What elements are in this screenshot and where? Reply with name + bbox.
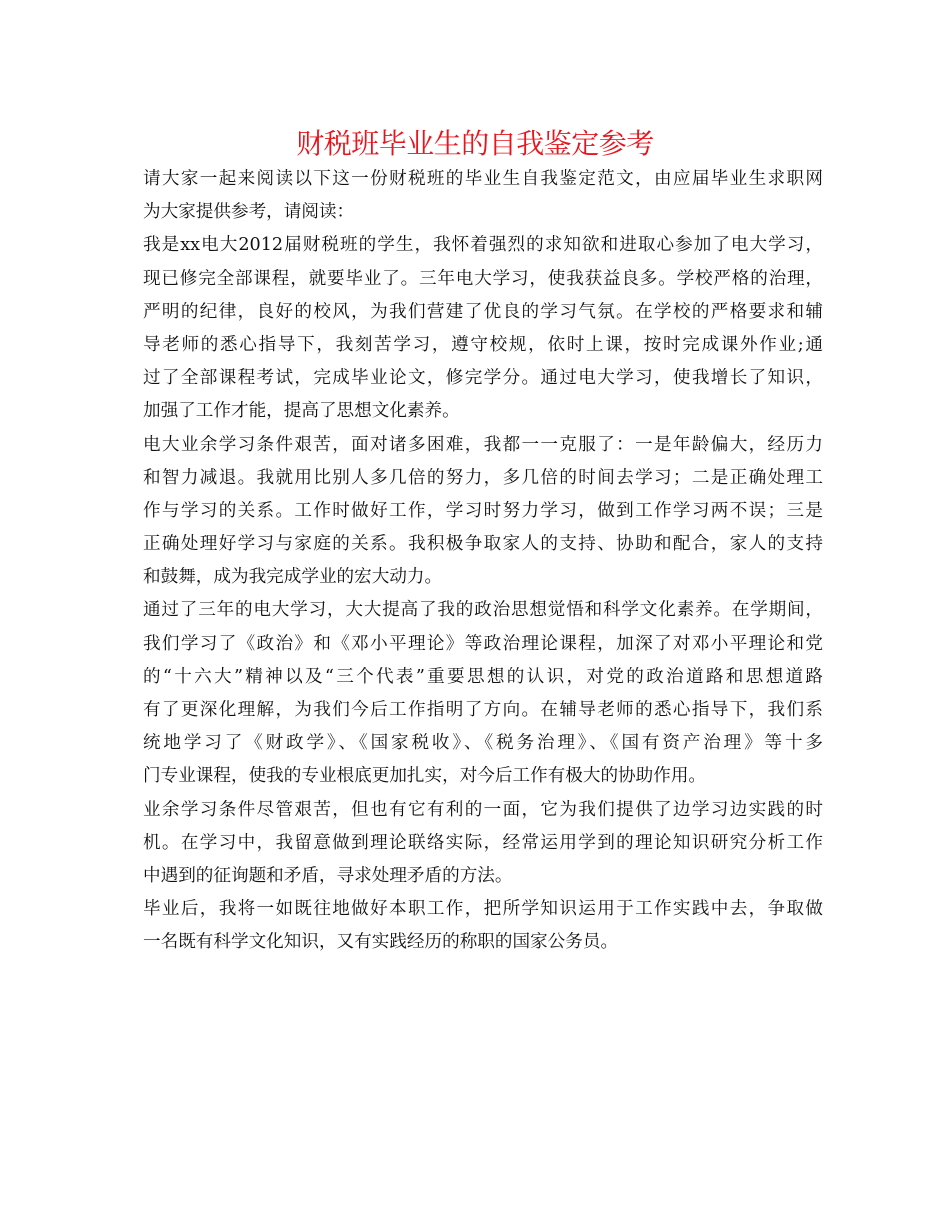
paragraph-line: 正确处理好学习与家庭的关系。我积极争取家人的支持、协助和配合，家人的支持 [143,534,823,555]
paragraph-line: 请大家一起来阅读以下这一份财税班的毕业生自我鉴定范文，由应届毕业生求职网 [143,169,823,189]
paragraph-line: 统地学习了《财政学》、《国家税收》、《税务治理》、《国有资产治理》等十多 [143,733,823,754]
paragraph-line: 和鼓舞，成为我完成学业的宏大动力。 [143,567,443,588]
paragraph-line: 机。在学习中，我留意做到理论联络实际，经常运用学到的理论知识研究分析工作 [143,832,823,853]
paragraph-line: 作与学习的关系。工作时做好工作，学习时努力学习，做到工作学习两不误；三是 [143,500,823,521]
document-body [143,163,823,960]
paragraph-line: 毕业后，我将一如既往地做好本职工作，把所学知识运用于工作实践中去，争取做 [143,899,823,920]
paragraph-line: 导老师的悉心指导下，我刻苦学习，遵守校规，依时上课，按时完成课外作业;通 [143,334,823,355]
paragraph-line: 为大家提供参考，请阅读： [143,202,355,223]
paragraph-line: 门专业课程，使我的专业根底更加扎实，对今后工作有极大的协助作用。 [143,766,707,787]
body-paragraph [143,594,823,793]
paragraph-line: 我是xx电大2012届财税班的学生，我怀着强烈的求知欲和进取心参加了电大学习， [143,235,823,256]
paragraph-line: 电大业余学习条件艰苦，面对诸多困难，我都一一克服了：一是年龄偏大，经历力 [143,434,823,455]
paragraph-line: 我们学习了《政治》和《邓小平理论》等政治理论课程，加深了对邓小平理论和党 [143,633,823,654]
paragraph-line: 通过了三年的电大学习，大大提高了我的政治思想觉悟和科学文化素养。在学期间， [143,600,823,621]
paragraph-line: 有了更深化理解，为我们今后工作指明了方向。在辅导老师的悉心指导下，我们系 [143,700,823,720]
body-paragraph [143,893,823,959]
paragraph-line: 的“十六大”精神以及“三个代表”重要思想的认识，对党的政治道路和思想道路 [143,666,823,687]
paragraph-line: 现已修完全部课程，就要毕业了。三年电大学习，使我获益良多。学校严格的治理， [143,268,823,289]
paragraph-line: 一名既有科学文化知识，又有实践经历的称职的国家公务员。 [143,932,619,953]
body-paragraph [143,163,823,229]
body-paragraph [143,229,823,428]
paragraph-line: 过了全部课程考试，完成毕业论文，修完学分。通过电大学习，使我增长了知识， [143,368,823,389]
paragraph-line: 和智力减退。我就用比别人多几倍的努力，多几倍的时间去学习；二是正确处理工 [143,467,823,488]
paragraph-line: 中遇到的征询题和矛盾，寻求处理矛盾的方法。 [143,865,513,886]
paragraph-line: 加强了工作才能，提高了思想文化素养。 [143,401,460,422]
document-title: 财税班毕业生的自我鉴定参考 [296,127,654,160]
paragraph-line: 业余学习条件尽管艰苦，但也有它有利的一面，它为我们提供了边学习边实践的时 [143,799,823,820]
paragraph-line: 严明的纪律，良好的校风，为我们营建了优良的学习气氛。在学校的严格要求和辅 [143,301,823,322]
body-paragraph [143,429,823,595]
body-paragraph [143,794,823,894]
